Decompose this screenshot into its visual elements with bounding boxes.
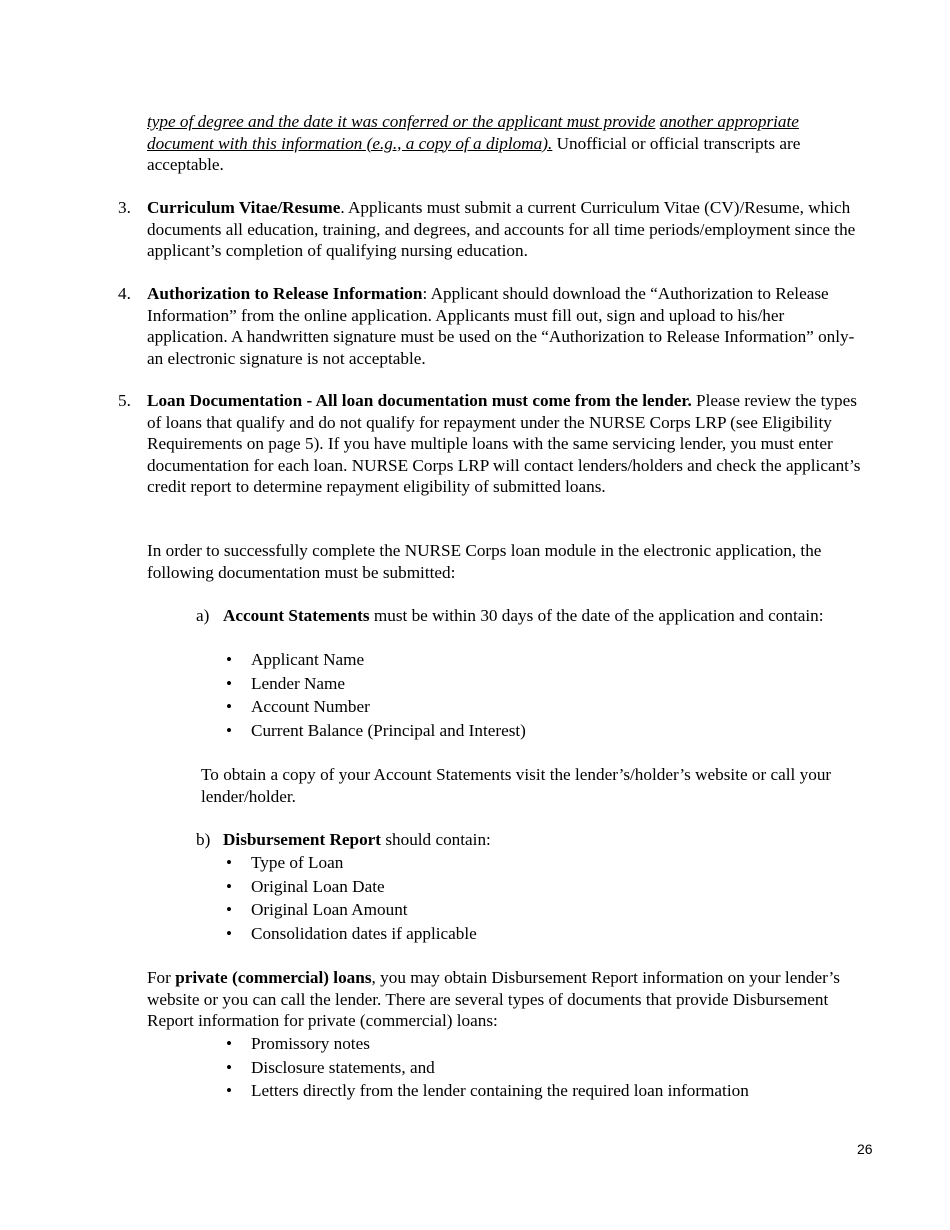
item-3-number: 3. xyxy=(118,198,131,217)
item-4-title: Authorization to Release Information xyxy=(147,284,423,303)
item-3-text: . Applicants must submit a current Curriculum Vitae (CV)/Resume, which documents all education, training, and degrees, and accounts for all time periods/employment since the applicant’s completion of qualifying nursing education. xyxy=(147,198,856,260)
bullet-icon: • xyxy=(226,673,233,693)
disbursement-report-letter: b) xyxy=(196,830,211,849)
list-item: • Original Loan Date xyxy=(226,875,477,899)
account-statements-title: Account Statements xyxy=(223,606,370,625)
item-5-text: Please review the types of loans that qualify and do not qualify for repayment under the NURSE Corps LRP (see Eligibility Requirements on page 5). If you have multiple loans with the same servicing lender, you must enter documentation for each loan. NURSE Corps LRP will contact lenders/holders and check the applicant’s credit report to determine repayment eligibility of submitted loans. xyxy=(147,391,861,496)
account-statements-note: To obtain a copy of your Account Statements visit the lender’s/holder’s website or call your lender/holder. xyxy=(201,765,832,806)
intro-tail: Unofficial or official transcripts are acceptable. xyxy=(147,133,801,174)
list-item: • Applicant Name xyxy=(226,648,526,672)
page-number: 26 xyxy=(857,1141,873,1157)
private-loans-bold: private (commercial) loans xyxy=(175,968,372,987)
disbursement-report-text: should contain: xyxy=(381,830,491,849)
disbursement-report-heading xyxy=(223,829,863,851)
intro-italic-underlined: type of degree and the date it was conferred or the applicant must provide xyxy=(147,112,656,131)
bullet-icon: • xyxy=(226,876,233,896)
bullet-icon: • xyxy=(226,650,233,669)
list-item: • Current Balance (Principal and Interest) xyxy=(226,719,526,743)
account-statements-heading xyxy=(223,605,863,627)
bullet-icon: • xyxy=(226,1057,233,1077)
item-3-title: Curriculum Vitae/Resume xyxy=(147,198,341,217)
list-item: • Promissory notes xyxy=(226,1032,749,1056)
list-item: • Original Loan Amount xyxy=(226,898,477,922)
intro-italic-underlined-2b: document with this information (e.g., a copy of a diploma). xyxy=(147,133,553,153)
list-item: • Disclosure statements, and xyxy=(226,1056,749,1080)
item-3-curriculum-vitae xyxy=(147,197,867,262)
item-4-text: : Applicant should download the “Authorization to Release Information” from the online application. Applicants must fill out, sign and upload to his/her application. A handwritten signature must be used on the “Authorization to Release Information” only- an electronic signature is not acceptable. xyxy=(147,284,855,368)
item-4-number: 4. xyxy=(118,284,131,303)
item-4-authorization xyxy=(147,283,867,369)
list-item: • Type of Loan xyxy=(226,851,477,875)
bullet-icon: • xyxy=(226,900,233,919)
intro-paragraph xyxy=(147,111,867,176)
bullet-icon: • xyxy=(226,853,233,872)
account-statements-list xyxy=(226,648,526,742)
bullet-icon: • xyxy=(226,1034,233,1053)
account-statements-letter: a) xyxy=(196,606,210,625)
item-5-loan-documentation xyxy=(147,390,867,498)
disbursement-report-list xyxy=(226,851,477,945)
list-item: • Account Number xyxy=(226,695,526,719)
bullet-icon: • xyxy=(226,1081,233,1100)
intro-italic-underlined-2a: another appropriate xyxy=(659,112,799,131)
private-loans-list xyxy=(226,1032,749,1103)
list-item: • Consolidation dates if applicable xyxy=(226,922,477,946)
bullet-icon: • xyxy=(226,697,233,716)
bullet-icon: • xyxy=(226,923,233,943)
loan-module-paragraph: In order to successfully complete the NURSE Corps loan module in the electronic application, the following documentation must be submitted: xyxy=(147,541,822,582)
account-statements-text: must be within 30 days of the date of the application and contain: xyxy=(369,606,824,625)
bullet-icon: • xyxy=(226,720,233,740)
private-loans-text: , you may obtain Disbursement Report information on your lender’s website or you can call the lender. There are several types of documents that provide Disbursement Report information for private (commercial) loans: xyxy=(147,968,840,1030)
item-5-title: Loan Documentation - All loan documentation must come from the lender. xyxy=(147,391,692,410)
disbursement-report-title: Disbursement Report xyxy=(223,830,382,849)
item-5-number: 5. xyxy=(118,391,131,410)
list-item: • Lender Name xyxy=(226,672,526,696)
private-loans-paragraph: For private (commercial) loans, you may obtain Disbursement Report information on your lender’s website or you can call the lender. There are several types of documents that provide Disbursement Report information for private (commercial) loans: xyxy=(147,968,840,1030)
list-item: • Letters directly from the lender containing the required loan information xyxy=(226,1079,749,1103)
